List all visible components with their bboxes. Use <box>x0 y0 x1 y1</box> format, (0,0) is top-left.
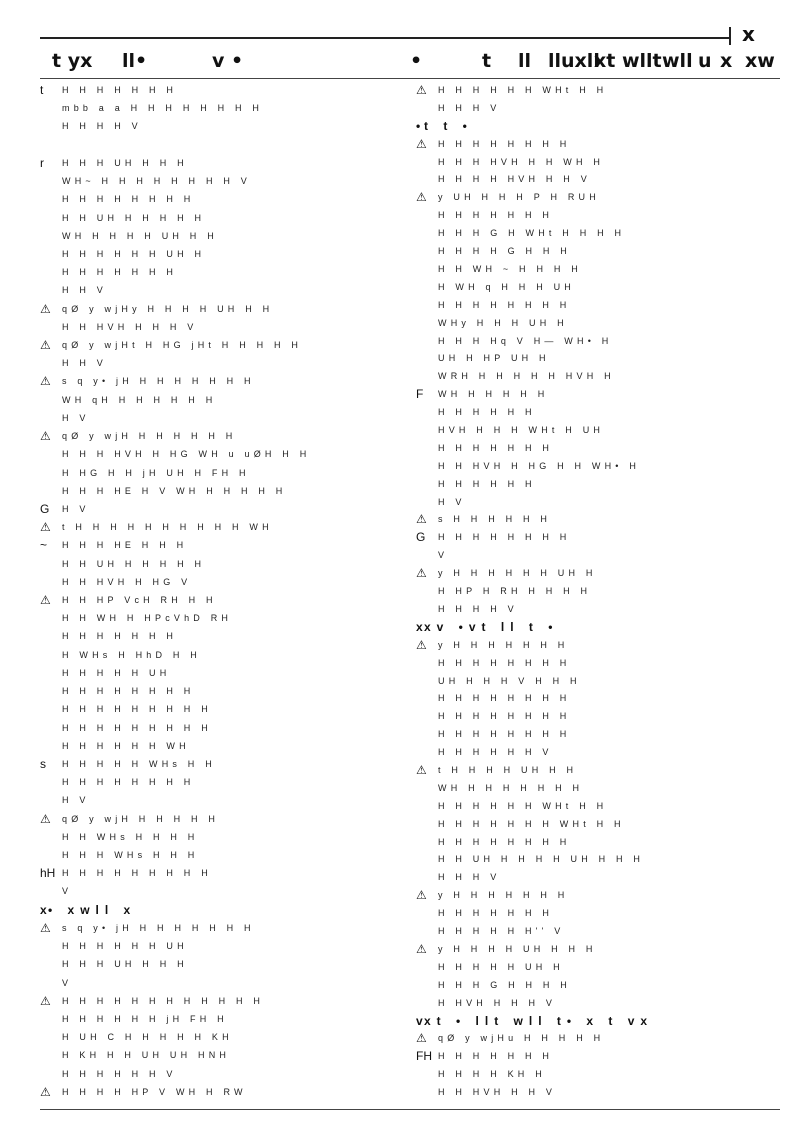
text-line <box>40 375 410 388</box>
text-line <box>40 193 410 206</box>
text-line <box>416 191 788 204</box>
line-text: H H H H H H <box>438 407 536 418</box>
line-text: H H H V <box>438 872 501 883</box>
header-item: t <box>482 50 492 72</box>
warning-icon: ⚠ <box>416 136 427 151</box>
text-line <box>416 442 788 455</box>
line-text: H V <box>438 496 466 507</box>
text-line <box>416 943 788 956</box>
text-line <box>416 728 788 741</box>
top-rule-tick <box>729 27 731 45</box>
text-line <box>40 940 410 953</box>
line-text: H H H UH H H H <box>62 959 188 970</box>
text-line <box>416 567 788 580</box>
text-line <box>40 539 410 552</box>
text-line <box>416 156 788 169</box>
text-line <box>416 370 788 383</box>
warning-icon: ⚠ <box>416 1031 427 1046</box>
line-lead: s <box>40 756 46 771</box>
text-line <box>416 245 788 258</box>
warning-icon: ⚠ <box>416 190 427 205</box>
text-line <box>416 675 788 688</box>
text-line <box>40 503 410 516</box>
line-text: xv •vt ll t • <box>424 619 559 634</box>
header-item: • <box>410 50 423 72</box>
text-line <box>416 388 788 401</box>
text-line <box>40 794 410 807</box>
line-text: H H H H H H H <box>62 85 178 95</box>
line-lead: hH <box>40 866 56 881</box>
text-line <box>416 335 788 348</box>
line-text: H H H H H H H H <box>438 138 571 149</box>
text-line <box>40 394 410 407</box>
text-line <box>40 448 410 461</box>
text-line <box>40 412 410 425</box>
text-line <box>416 84 788 97</box>
line-text: H H H H H H H <box>438 210 554 221</box>
line-text: H H H H H H H H <box>438 729 571 740</box>
warning-icon: ⚠ <box>40 593 51 607</box>
text-line <box>416 209 788 222</box>
text-line <box>416 692 788 705</box>
line-text: mbb a a H H H H H H H H <box>62 103 264 114</box>
line-text: t H H H H H H H H H H WH <box>62 522 273 533</box>
line-text: H H UH H H H H UH H H H <box>438 854 645 865</box>
line-text: H H H H H H H <box>438 442 554 453</box>
warning-icon: ⚠ <box>40 993 51 1008</box>
warning-icon: ⚠ <box>416 888 427 903</box>
text-line <box>416 299 788 312</box>
line-text: WH H H H H UH H H <box>62 230 218 241</box>
footer-rule <box>40 1109 780 1110</box>
header-item: xw <box>745 50 775 72</box>
text-line <box>416 263 788 276</box>
text-line <box>40 958 410 971</box>
line-lead: t <box>40 84 44 97</box>
text-line <box>40 849 410 862</box>
text-line <box>40 1086 410 1099</box>
text-line <box>40 776 410 789</box>
line-text: y H H H H UH H H H <box>438 943 597 954</box>
line-text: H KH H H UH UH HNH <box>62 1050 231 1061</box>
text-line <box>416 961 788 974</box>
text-line <box>416 531 788 544</box>
line-text: H H H H KH H <box>438 1069 546 1080</box>
line-text: s q y• jH H H H H H H H <box>62 922 255 933</box>
text-line <box>40 139 410 152</box>
text-line <box>40 667 410 680</box>
line-text: qØ y wjH H H H H H <box>62 813 220 824</box>
line-text: H V <box>62 503 90 514</box>
line-text: V <box>62 977 73 988</box>
text-line <box>416 836 788 849</box>
line-text: H H WH ~ H H H H <box>438 263 582 274</box>
line-text: H H H H H H V <box>62 1068 177 1079</box>
line-text: H H H H H H H <box>438 1051 554 1062</box>
text-line <box>40 430 410 443</box>
line-text: H H H H H H H H <box>438 693 571 704</box>
text-line <box>416 406 788 419</box>
section-heading <box>416 120 788 133</box>
text-line <box>416 478 788 491</box>
line-text: H H H H G H H H <box>438 246 572 257</box>
warning-icon: ⚠ <box>40 338 51 352</box>
text-line <box>40 885 410 898</box>
line-text: • xwll x <box>48 902 137 917</box>
right-column <box>416 84 788 1104</box>
line-text: qØ y wjHu H H H H H <box>438 1033 605 1044</box>
line-text: HVH H H H WHt H UH <box>438 425 605 435</box>
warning-icon: ⚠ <box>40 811 51 826</box>
text-line <box>416 549 788 562</box>
text-line <box>40 558 410 571</box>
line-text: H H H H H H H <box>438 908 554 919</box>
line-text: H H H H V <box>438 603 518 614</box>
warning-icon: ⚠ <box>40 520 51 535</box>
warning-icon: ⚠ <box>40 374 51 389</box>
text-line <box>40 722 410 735</box>
text-line <box>416 853 788 866</box>
text-line <box>416 889 788 902</box>
text-line <box>416 173 788 186</box>
text-line <box>416 997 788 1010</box>
line-text: H HG H H jH UH H FH H <box>62 467 250 478</box>
text-line <box>416 746 788 759</box>
line-text: H H H H H H H H <box>438 836 571 847</box>
line-text: H H H UH H H H <box>62 157 188 168</box>
text-line <box>40 740 410 753</box>
text-line <box>40 612 410 625</box>
line-lead: G <box>40 501 50 516</box>
line-text: H H H H HVH H H V <box>438 174 591 185</box>
line-lead: ~ <box>40 538 48 553</box>
text-line <box>40 467 410 480</box>
line-text: H H HP VcH RH H H <box>62 595 217 605</box>
line-text: WH H H H H H H H <box>438 782 584 793</box>
text-line <box>40 977 410 990</box>
line-text: H H H H H H H H H <box>62 704 212 715</box>
header-item: xt wllt <box>594 50 662 72</box>
line-text: H H V <box>62 358 108 369</box>
text-line <box>416 424 788 437</box>
text-line <box>416 281 788 294</box>
line-text: t t • <box>424 118 473 133</box>
text-line <box>40 922 410 935</box>
text-line <box>416 1050 788 1063</box>
line-text: H H V <box>62 285 108 296</box>
line-text: H H H H H H H H H <box>62 868 212 879</box>
line-text: H H H H H H UH <box>62 941 188 952</box>
line-text: H H H H H H H <box>62 267 178 278</box>
text-line <box>416 925 788 938</box>
line-text: UH H H H V H H H <box>438 675 581 686</box>
line-lead: v <box>416 1013 423 1028</box>
text-line <box>40 303 410 316</box>
line-text: H H H H H H WHt H H <box>438 85 608 95</box>
line-text: H H H H H H'' V <box>438 926 565 937</box>
text-line <box>40 175 410 188</box>
line-text: H H HVH H H H V <box>62 321 198 332</box>
text-line <box>416 800 788 813</box>
line-text: H H H H H H UH H <box>62 248 206 259</box>
text-line <box>40 576 410 589</box>
warning-icon: ⚠ <box>40 920 51 935</box>
line-text: H HP H RH H H H H <box>438 586 592 597</box>
text-line <box>40 703 410 716</box>
text-line <box>416 460 788 473</box>
warning-icon: ⚠ <box>416 566 427 581</box>
header-item: x <box>720 50 733 72</box>
text-line <box>416 764 788 777</box>
text-line <box>40 831 410 844</box>
text-line <box>416 1068 788 1081</box>
line-text: H H H H H H H <box>62 631 178 642</box>
text-line <box>40 230 410 243</box>
text-line <box>40 1068 410 1081</box>
text-line <box>40 1013 410 1026</box>
page-corner-mark: x <box>742 22 755 46</box>
section-heading <box>40 904 410 917</box>
line-text: H H WH H HPcVhD RH <box>62 613 233 624</box>
line-text: H H H WHs H H H <box>62 850 199 860</box>
text-line <box>40 102 410 115</box>
text-line <box>416 782 788 795</box>
warning-icon: ⚠ <box>416 512 427 527</box>
text-line <box>416 102 788 115</box>
line-lead: FH <box>416 1049 432 1064</box>
line-text: s H H H H H H <box>438 514 552 525</box>
line-text: H H H G H WHt H H H H <box>438 228 626 239</box>
line-text: WHy H H H UH H <box>438 317 568 328</box>
line-text: H H H H H H H WHt H H <box>438 818 625 829</box>
text-line <box>40 758 410 771</box>
line-text: H V <box>62 795 90 806</box>
header-item: ll <box>518 50 532 72</box>
line-text: H HVH H H H V <box>438 997 557 1008</box>
running-header <box>40 50 780 76</box>
line-text: H H H HVH H H WH H <box>438 156 605 167</box>
line-text: H H H H H H H H <box>62 194 195 205</box>
text-line <box>40 594 410 607</box>
text-line <box>416 227 788 240</box>
line-text: H H H H V <box>62 121 142 132</box>
line-text: t H H H H UH H H <box>438 765 578 775</box>
warning-icon: ⚠ <box>416 84 427 97</box>
text-line <box>416 710 788 723</box>
text-line <box>40 813 410 826</box>
text-line <box>416 1032 788 1045</box>
text-line <box>416 979 788 992</box>
text-line <box>40 649 410 662</box>
line-text: V <box>438 550 449 561</box>
line-text: H H H H H UH <box>62 667 171 678</box>
text-line <box>40 1031 410 1044</box>
text-line <box>40 995 410 1008</box>
line-text: s q y• jH H H H H H H H <box>62 376 255 387</box>
line-text: H H H HE H H H <box>62 540 188 551</box>
text-line <box>40 1049 410 1062</box>
line-text: H UH C H H H H H KH <box>62 1032 233 1043</box>
line-text: H H WHs H H H H <box>62 831 199 842</box>
text-line <box>40 157 410 170</box>
header-item: t yx <box>52 50 93 72</box>
line-text: H H H H HP V WH H RW <box>62 1086 247 1097</box>
text-line <box>40 321 410 334</box>
line-text: y UH H H H P H RUH <box>438 192 600 203</box>
text-line <box>416 496 788 509</box>
warning-icon: ⚠ <box>416 941 427 956</box>
text-line <box>416 1086 788 1099</box>
line-text: H V <box>62 412 90 423</box>
line-text: H H H V <box>438 102 501 113</box>
line-text: H H H H H UH H <box>438 961 564 972</box>
text-line <box>416 871 788 884</box>
text-line <box>416 317 788 330</box>
line-text: UH H HP UH H <box>438 353 550 364</box>
text-line <box>40 339 410 352</box>
warning-icon: ⚠ <box>416 763 427 777</box>
warning-icon: ⚠ <box>40 301 51 316</box>
line-text: V <box>62 886 73 897</box>
text-line <box>416 639 788 652</box>
line-text: qØ y wjH H H H H H H <box>62 431 237 442</box>
line-text: H H H H H H H H <box>438 657 571 668</box>
text-line <box>40 867 410 880</box>
line-lead: G <box>416 530 426 545</box>
header-item: v • <box>212 50 244 72</box>
line-text: WH H H H H H <box>438 389 549 400</box>
line-text: H H H H H H WHt H H <box>438 800 608 811</box>
text-line <box>416 818 788 831</box>
section-heading <box>416 1015 788 1028</box>
line-text: H H H HE H V WH H H H H H <box>62 485 287 496</box>
header-rule <box>40 78 780 79</box>
line-text: y H H H H H H H <box>438 890 569 901</box>
line-text: y H H H H H H H <box>438 639 569 650</box>
header-item: lluxll <box>548 50 600 72</box>
line-text: H H H G H H H H <box>438 979 572 990</box>
line-text: H H UH H H H H H <box>62 212 206 223</box>
line-lead: x <box>40 902 47 917</box>
top-rule <box>40 37 730 39</box>
text-line <box>40 485 410 498</box>
line-text: H H H H H WHs H H <box>62 758 216 769</box>
line-text: qØ y wjHt H HG jHt H H H H H <box>62 340 303 350</box>
line-lead: r <box>40 155 44 170</box>
line-text: H H H H H H V <box>438 747 553 758</box>
text-line <box>416 657 788 670</box>
header-item: wll <box>662 50 693 72</box>
text-line <box>40 630 410 643</box>
text-line <box>40 284 410 297</box>
text-line <box>40 212 410 225</box>
line-text: WRH H H H H H HVH H <box>438 371 615 382</box>
text-line <box>416 513 788 526</box>
text-line <box>416 352 788 365</box>
line-text: xt • llt wll t• x t vx <box>424 1013 654 1028</box>
left-column <box>40 84 410 1104</box>
line-text: H H H H H H H H <box>438 532 571 543</box>
line-text: WH~ H H H H H H H H V <box>62 176 251 187</box>
line-text: H H H H H H H H <box>62 777 195 788</box>
text-line <box>416 585 788 598</box>
line-text: H H H Hq V H— WH• H <box>438 335 613 346</box>
line-text: H H HVH H HG H H WH• H <box>438 460 641 471</box>
line-text: H H H H H H WH <box>62 740 190 751</box>
line-text: y H H H H H H UH H <box>438 568 597 579</box>
text-line <box>416 603 788 616</box>
text-line <box>40 357 410 370</box>
text-line <box>416 907 788 920</box>
warning-icon: ⚠ <box>40 1084 51 1099</box>
line-text: H WHs H HhD H H <box>62 649 201 660</box>
line-text: H H HVH H HG V <box>62 576 192 587</box>
line-text: H H UH H H H H H <box>62 558 206 569</box>
line-text: H H H H H H H H H H H H <box>62 995 265 1006</box>
header-item: u <box>698 50 712 72</box>
text-line <box>40 84 410 97</box>
line-text: H H HVH H H V <box>438 1087 557 1098</box>
line-text: H H H HVH H HG WH u uØH H H <box>62 449 311 460</box>
line-text: qØ y wjHy H H H H UH H H <box>62 303 274 314</box>
line-lead: • <box>416 118 421 133</box>
text-line <box>40 120 410 133</box>
header-item: ll• <box>122 50 148 72</box>
line-lead: x <box>416 619 423 634</box>
line-text: H H H H H H H H <box>438 299 571 310</box>
line-text: H H H H H H <box>438 478 536 489</box>
warning-icon: ⚠ <box>416 637 427 652</box>
line-text: H H H H H H jH FH H <box>62 1013 228 1024</box>
line-lead: F <box>416 387 424 402</box>
text-line <box>40 685 410 698</box>
text-line <box>416 138 788 151</box>
text-line <box>40 521 410 534</box>
text-line <box>40 248 410 261</box>
line-text: H H H H H H H H H <box>62 722 212 733</box>
line-text: H WH q H H H UH <box>438 281 575 292</box>
line-text: H H H H H H H H <box>438 711 571 722</box>
line-text: H H H H H H H H <box>62 686 195 697</box>
section-heading <box>416 621 788 634</box>
line-text: WH qH H H H H H H <box>62 394 217 405</box>
warning-icon: ⚠ <box>40 429 51 444</box>
text-line <box>40 266 410 279</box>
